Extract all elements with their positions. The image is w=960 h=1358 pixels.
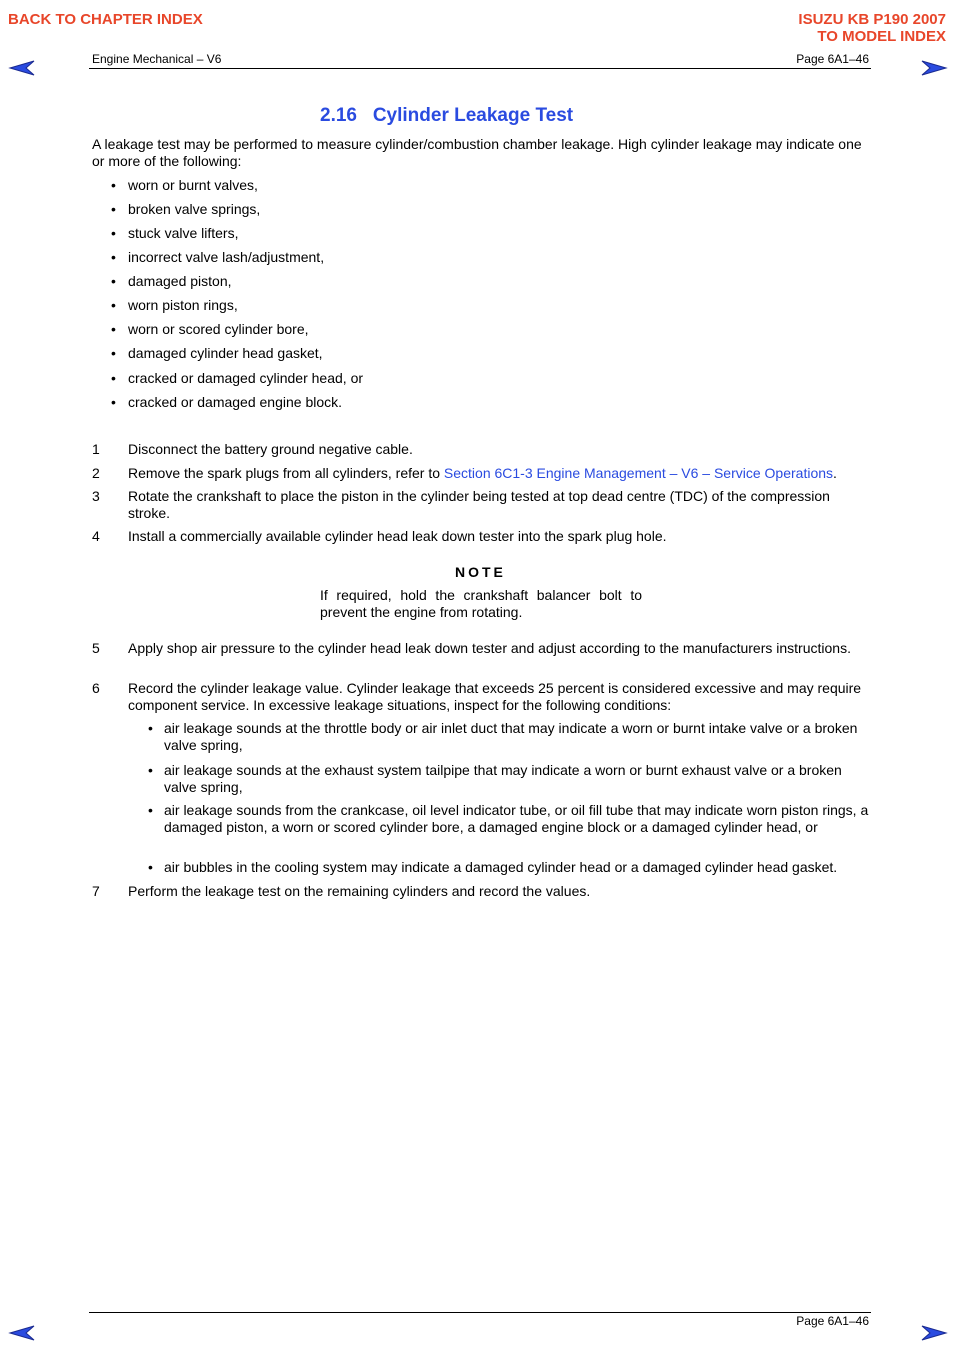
condition-item: air leakage sounds at the throttle body or air inlet duct that may indicate a worn or burnt intake valve or a broken valve spring,	[164, 720, 858, 753]
list-item: cracked or damaged cylinder head, or	[128, 370, 364, 386]
list-item: broken valve springs,	[128, 201, 261, 217]
list-item: worn piston rings,	[128, 297, 238, 313]
bullet-glyph: •	[111, 297, 116, 313]
step-text: Record the cylinder leakage value. Cylinder leakage that exceeds 25 percent is considered excessive and may require component service. In excessive leakage situations, inspect for the following conditions:	[128, 680, 862, 713]
bullet-glyph: •	[111, 273, 116, 289]
footer-rule	[89, 1312, 871, 1313]
step-number: 4	[92, 528, 100, 544]
list-item: worn or scored cylinder bore,	[128, 321, 309, 337]
bullet-glyph: •	[111, 321, 116, 337]
condition-item: air bubbles in the cooling system may indicate a damaged cylinder head or a damaged cylinder head gasket.	[164, 859, 838, 875]
header-page-number: Page 6A1–46	[796, 52, 869, 66]
list-item: worn or burnt valves,	[128, 177, 258, 193]
list-item: cracked or damaged engine block.	[128, 394, 343, 410]
next-arrow-icon[interactable]	[920, 1325, 948, 1341]
step-text-pre: Remove the spark plugs from all cylinders, refer to	[128, 465, 444, 481]
prev-arrow-icon[interactable]	[8, 1325, 36, 1341]
list-item: incorrect valve lash/adjustment,	[128, 249, 325, 265]
step-number: 6	[92, 680, 100, 696]
engine-management-section-link[interactable]: Section 6C1-3 Engine Management – V6 – Service Operations	[443, 465, 834, 481]
bullet-glyph: •	[148, 720, 153, 736]
to-model-index-label: TO MODEL INDEX	[817, 28, 946, 45]
step-number: 5	[92, 640, 100, 656]
bullet-glyph: •	[148, 802, 153, 818]
list-item: damaged piston,	[128, 273, 232, 289]
footer-page-number: Page 6A1–46	[796, 1314, 869, 1328]
step-text: Rotate the crankshaft to place the piston in the cylinder being tested at top dead centre (TDC) of the compression stroke.	[128, 488, 830, 521]
model-index-link[interactable]	[798, 11, 946, 45]
step-text-post: .	[833, 465, 837, 481]
step-number: 1	[92, 441, 100, 457]
note-heading: NOTE	[455, 564, 506, 580]
list-item: damaged cylinder head gasket,	[128, 345, 323, 361]
model-name: ISUZU KB P190 2007	[798, 11, 946, 28]
bullet-glyph: •	[111, 345, 116, 361]
bullet-glyph: •	[111, 225, 116, 241]
note-text: If required, hold the crankshaft balancer bolt to prevent the engine from rotating.	[320, 587, 642, 620]
bullet-glyph: •	[148, 859, 153, 875]
prev-arrow-icon[interactable]	[8, 60, 36, 76]
step-text: Disconnect the battery ground negative cable.	[128, 441, 413, 457]
bullet-glyph: •	[148, 762, 153, 778]
step-text	[128, 465, 870, 482]
step-text: Perform the leakage test on the remaining cylinders and record the values.	[128, 883, 591, 899]
intro-paragraph: A leakage test may be performed to measure cylinder/combustion chamber leakage. High cylinder leakage may indicate one or more of the following:	[92, 136, 862, 169]
condition-item: air leakage sounds from the crankcase, oil level indicator tube, or oil fill tube that may indicate worn piston rings, a damaged piston, a worn or scored cylinder bore, a damaged engine block or a damaged cylinder head, or	[164, 802, 869, 835]
step-number: 2	[92, 465, 100, 481]
step-number: 7	[92, 883, 100, 899]
bullet-glyph: •	[111, 177, 116, 193]
bullet-glyph: •	[111, 370, 116, 386]
bullet-glyph: •	[111, 394, 116, 410]
bullet-glyph: •	[111, 249, 116, 265]
next-arrow-icon[interactable]	[920, 60, 948, 76]
step-text: Apply shop air pressure to the cylinder head leak down tester and adjust according to the manufacturers instructions.	[128, 640, 851, 656]
step-text: Install a commercially available cylinder head leak down tester into the spark plug hole.	[128, 528, 667, 544]
header-section-name: Engine Mechanical – V6	[92, 52, 222, 66]
condition-item: air leakage sounds at the exhaust system tailpipe that may indicate a worn or burnt exhaust valve or a broken valve spring,	[164, 762, 842, 795]
section-title: 2.16 Cylinder Leakage Test	[320, 105, 574, 126]
list-item: stuck valve lifters,	[128, 225, 239, 241]
header-rule	[89, 68, 871, 69]
back-to-chapter-index-link[interactable]: BACK TO CHAPTER INDEX	[8, 11, 203, 28]
bullet-glyph: •	[111, 201, 116, 217]
step-number: 3	[92, 488, 100, 504]
